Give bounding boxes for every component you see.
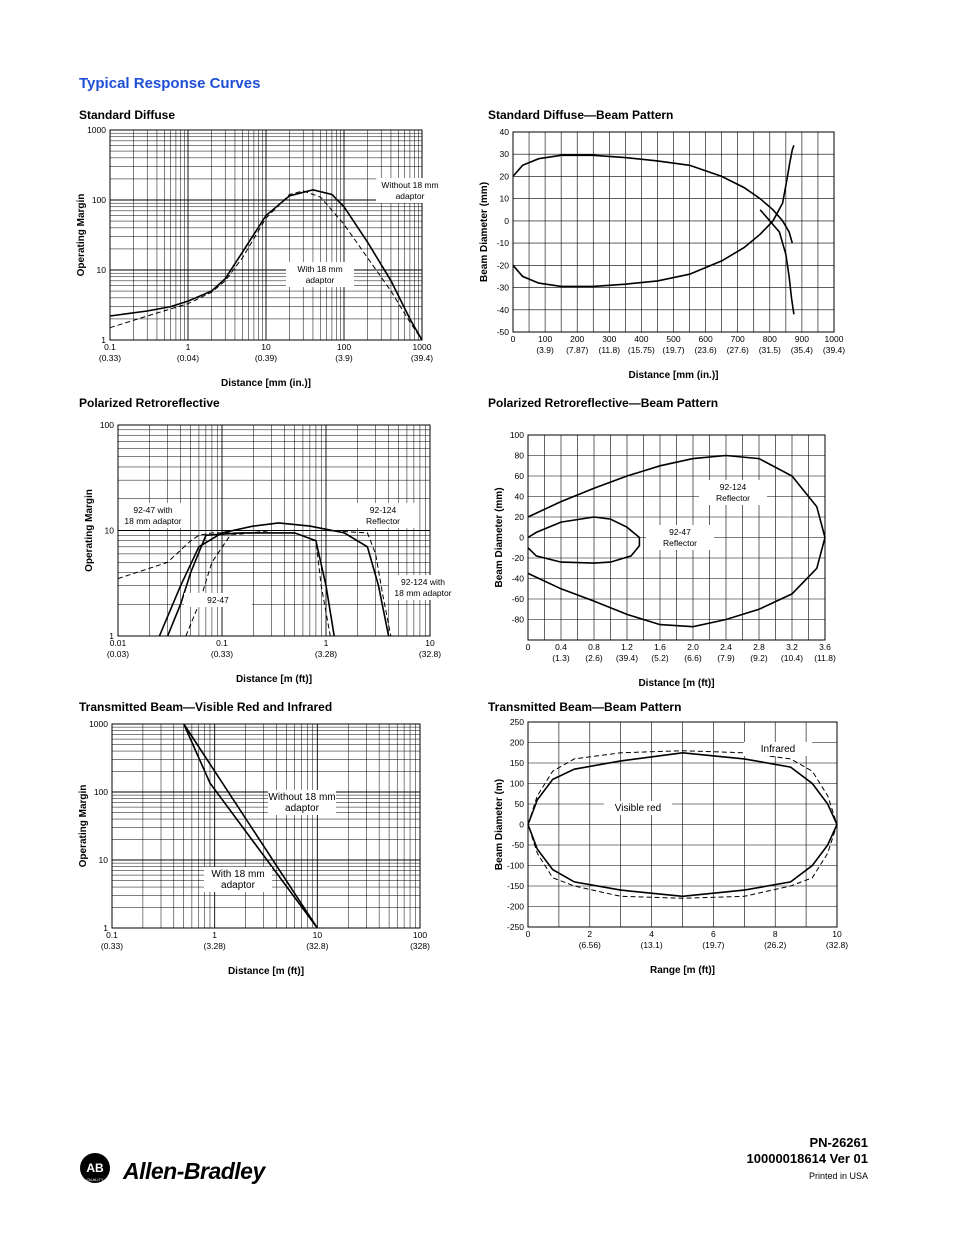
annotation <box>119 503 187 528</box>
y-tick-label: 1000 <box>87 125 106 135</box>
x-tick-label: 2 <box>587 929 593 939</box>
chart-svg <box>475 410 865 690</box>
annotation <box>389 575 457 600</box>
annotation-text <box>615 803 662 814</box>
annotation <box>204 867 272 892</box>
y-tick-label: 1 <box>101 335 106 345</box>
x-tick-label: 0.1 <box>104 342 116 352</box>
brand-name: Allen-Bradley <box>123 1158 265 1184</box>
grid <box>112 724 420 928</box>
x-tick-label: 10 <box>832 929 842 939</box>
annotation <box>646 525 714 550</box>
x-tick-sublabel: (1.3) <box>552 653 570 663</box>
y-tick-label: -20 <box>496 260 509 271</box>
x-tick-label: 6 <box>711 929 716 939</box>
y-tick-label: 100 <box>509 430 524 440</box>
chart-svg <box>70 120 460 390</box>
y-tick-label: 100 <box>99 420 114 430</box>
x-tick-label: 1000 <box>824 334 844 344</box>
x-tick-label: 1000 <box>412 342 432 352</box>
y-tick-label: 0 <box>519 532 524 543</box>
x-axis-label: Distance [m (ft)] <box>638 678 715 689</box>
annotation-line: adaptor <box>221 880 255 891</box>
y-tick-label: 10 <box>499 193 509 204</box>
x-tick-label: 0.4 <box>555 642 567 652</box>
annotation-line: Reflector <box>715 493 751 503</box>
x-tick-sublabel: (23.6) <box>694 345 717 355</box>
y-tick-label: 150 <box>509 758 524 768</box>
chart-svg <box>70 712 460 984</box>
grid <box>513 132 834 332</box>
x-tick-sublabel: (39.4) <box>822 345 846 355</box>
x-tick-sublabel: (9.2) <box>750 653 768 663</box>
annotation <box>349 503 417 528</box>
x-tick-sublabel: (11.8) <box>598 345 621 355</box>
x-tick-sublabel: (3.9) <box>335 353 353 363</box>
x-tick-sublabel: (26.2) <box>764 940 787 950</box>
y-tick-label: 30 <box>499 149 509 160</box>
footer-doc-ids <box>747 1135 868 1167</box>
y-tick-label: 100 <box>509 778 524 789</box>
y-axis-label: Beam Diameter (mm) <box>494 487 505 588</box>
x-tick-label: 0.01 <box>109 638 127 648</box>
x-tick-sublabel: (3.28) <box>203 941 226 951</box>
x-tick-sublabel: (13.1) <box>640 940 663 950</box>
x-tick-label: 10 <box>312 930 323 940</box>
chart-title: Standard Diffuse—Beam Pattern <box>488 108 674 122</box>
x-tick-label: 700 <box>730 334 745 344</box>
y-tick-label: 40 <box>514 491 524 502</box>
x-tick-label: 2.8 <box>753 642 765 652</box>
series-line <box>184 724 317 928</box>
y-tick-label: 10 <box>96 265 106 275</box>
x-axis-label: Distance [m (ft)] <box>235 674 313 685</box>
x-tick-label: 900 <box>794 334 809 344</box>
x-tick-sublabel: (31.5) <box>758 345 781 355</box>
x-tick-sublabel: (2.6) <box>585 653 603 663</box>
x-tick-sublabel: (32.8) <box>418 649 442 659</box>
annotation <box>699 480 767 505</box>
x-tick-label: 1 <box>323 638 329 648</box>
x-tick-sublabel: (0.39) <box>254 353 278 363</box>
x-tick-label: 0 <box>525 929 531 939</box>
y-tick-label: -40 <box>511 573 524 584</box>
annotation-line: adaptor <box>395 191 425 201</box>
x-tick-label: 400 <box>634 334 649 344</box>
annotation-line: Without 18 mm <box>268 792 336 803</box>
y-tick-label: 10 <box>104 525 114 536</box>
chart-svg <box>475 120 865 390</box>
x-tick-sublabel: (19.7) <box>662 345 685 355</box>
y-tick-label: -30 <box>496 282 509 293</box>
x-axis-label: Distance [mm (in.)] <box>220 378 312 389</box>
x-tick-label: 2.4 <box>720 642 732 652</box>
annotation-line: 92-124 <box>719 482 747 492</box>
annotation-text <box>761 744 795 755</box>
y-tick-label: 10 <box>98 855 108 865</box>
x-tick-sublabel: (328) <box>410 941 430 951</box>
x-tick-label: 4 <box>649 929 654 939</box>
y-axis-label: Operating Margin <box>76 193 87 277</box>
y-tick-label: -50 <box>496 327 509 337</box>
annotation <box>604 801 672 815</box>
y-tick-label: 50 <box>514 799 524 809</box>
annotation-line: 92-47 with <box>133 505 173 515</box>
x-axis-label: Distance [mm (in.)] <box>628 370 719 381</box>
y-tick-label: 0 <box>504 215 509 226</box>
annotation-text <box>366 505 400 526</box>
chart-title: Polarized Retroreflective—Beam Pattern <box>488 396 719 410</box>
y-tick-label: -150 <box>506 881 524 891</box>
y-tick-label: 0 <box>519 819 524 830</box>
x-tick-sublabel: (5.2) <box>651 653 669 663</box>
y-tick-label: -80 <box>511 614 524 625</box>
y-tick-label: 1000 <box>89 719 108 729</box>
x-tick-label: 100 <box>412 930 428 940</box>
x-tick-label: 3.6 <box>819 642 831 652</box>
section-title: Typical Response Curves <box>79 75 261 92</box>
x-tick-label: 100 <box>336 342 352 352</box>
x-tick-label: 10 <box>425 638 435 648</box>
annotation-line: 92-124 <box>369 505 397 515</box>
x-tick-label: 0.8 <box>588 642 600 652</box>
x-tick-sublabel: (39.4) <box>615 653 639 663</box>
x-axis-label: Range [m (ft)] <box>650 965 715 976</box>
chart-svg <box>70 410 460 690</box>
x-tick-sublabel: (35.4) <box>790 345 814 355</box>
x-tick-sublabel: (10.4) <box>780 653 804 663</box>
y-axis-label: Operating Margin <box>84 489 95 572</box>
annotation-line: Reflector <box>662 538 698 548</box>
y-tick-label: 250 <box>509 717 524 727</box>
annotation-line: 18 mm adaptor <box>394 588 452 598</box>
x-tick-label: 0 <box>525 642 531 652</box>
chart-title: Polarized Retroreflective <box>79 396 220 410</box>
x-tick-sublabel: (0.33) <box>98 353 122 363</box>
y-tick-label: 20 <box>514 512 524 522</box>
x-axis-label: Distance [m (ft)] <box>227 966 305 977</box>
annotation <box>376 178 444 203</box>
series-line <box>186 531 391 637</box>
x-tick-sublabel: (0.04) <box>176 353 200 363</box>
x-tick-sublabel: (7.9) <box>717 653 735 663</box>
x-tick-label: 0 <box>510 334 516 344</box>
x-tick-sublabel: (7.87) <box>566 345 589 355</box>
svg-text:AB: AB <box>86 1161 104 1175</box>
x-tick-label: 300 <box>602 334 617 344</box>
x-tick-label: 100 <box>538 334 553 344</box>
series-line <box>760 210 794 314</box>
y-tick-label: 1 <box>109 631 114 641</box>
annotation-line: 18 mm adaptor <box>124 516 182 526</box>
annotation-line: adaptor <box>305 275 335 285</box>
y-tick-label: -20 <box>511 553 524 563</box>
chart-title: Transmitted Beam—Beam Pattern <box>488 700 682 714</box>
annotation <box>268 790 336 815</box>
x-tick-sublabel: (27.6) <box>726 345 749 355</box>
series-line <box>118 533 330 636</box>
x-tick-label: 1 <box>212 930 218 940</box>
x-tick-label: 600 <box>698 334 713 344</box>
part-number: PN-26261 <box>809 1135 868 1150</box>
y-tick-label: 80 <box>514 450 524 461</box>
y-tick-label: -250 <box>506 922 524 932</box>
annotation <box>744 742 812 756</box>
y-tick-label: 20 <box>499 171 509 182</box>
y-tick-label: 60 <box>514 471 524 481</box>
y-tick-label: -60 <box>511 594 524 604</box>
x-tick-label: 1.2 <box>621 642 633 652</box>
series-line <box>159 523 388 636</box>
annotation-line: With 18 mm <box>297 264 343 274</box>
y-tick-label: -40 <box>496 304 509 315</box>
doc-version: 10000018614 Ver 01 <box>746 1151 868 1166</box>
x-tick-sublabel: (39.4) <box>410 353 434 363</box>
y-tick-label: -10 <box>496 238 509 249</box>
x-tick-label: 2.0 <box>687 642 699 652</box>
annotation-line: adaptor <box>285 803 319 814</box>
annotation-text <box>716 482 750 503</box>
x-tick-sublabel: (32.8) <box>306 941 329 951</box>
x-tick-sublabel: (3.28) <box>314 649 338 659</box>
y-tick-label: -200 <box>506 901 524 912</box>
annotation-line: Without 18 mm <box>381 180 439 190</box>
y-axis-label: Operating Margin <box>78 784 89 868</box>
y-tick-label: 40 <box>499 127 509 137</box>
x-tick-label: 1 <box>185 342 191 352</box>
series-line <box>513 155 792 243</box>
y-tick-label: 100 <box>93 787 108 797</box>
ab-logo-icon <box>79 1152 279 1192</box>
y-tick-label: -50 <box>511 840 524 850</box>
y-axis-label: Beam Diameter (m) <box>494 778 505 871</box>
annotation-line: Reflector <box>365 516 401 526</box>
annotation <box>286 262 354 287</box>
y-tick-label: 100 <box>91 195 106 205</box>
x-tick-label: 3.2 <box>786 642 798 652</box>
x-tick-sublabel: (32.8) <box>825 940 849 950</box>
x-tick-sublabel: (19.7) <box>702 940 725 950</box>
annotation-line: With 18 mm <box>211 869 265 880</box>
y-axis-label: Beam Diameter (mm) <box>479 181 490 283</box>
x-tick-sublabel: (0.33) <box>100 941 124 951</box>
y-tick-label: 200 <box>509 737 524 748</box>
chart-title: Standard Diffuse <box>79 108 176 122</box>
x-tick-sublabel: (6.6) <box>684 653 702 663</box>
x-tick-label: 800 <box>762 334 777 344</box>
x-tick-label: 8 <box>772 929 778 939</box>
x-tick-sublabel: (3.9) <box>536 345 554 355</box>
x-tick-sublabel: (0.03) <box>106 649 130 659</box>
x-tick-label: 1.6 <box>654 642 666 652</box>
annotation-line: 92-47 <box>669 527 691 537</box>
annotation-line: Infrared <box>760 744 796 755</box>
x-tick-label: 0.1 <box>106 930 118 940</box>
x-tick-sublabel: (11.8) <box>814 653 836 663</box>
chart-title: Transmitted Beam—Visible Red and Infrared <box>79 700 333 714</box>
annotation-text <box>207 595 229 605</box>
plot-frame <box>112 724 420 928</box>
allen-bradley-logo <box>79 1152 279 1192</box>
x-tick-label: 500 <box>666 334 681 344</box>
x-tick-label: 10 <box>261 342 271 352</box>
annotation <box>184 593 252 607</box>
x-tick-sublabel: (15.75) <box>627 345 655 355</box>
svg-text:QUALITY: QUALITY <box>86 1177 104 1182</box>
annotation-line: 92-47 <box>207 595 229 605</box>
annotation-line: Visible red <box>614 803 662 814</box>
chart-svg <box>475 712 865 984</box>
y-tick-label: -100 <box>506 860 524 871</box>
printed-note: Printed in USA <box>808 1171 868 1181</box>
annotation-line: 92-124 with <box>401 577 445 587</box>
annotation-text <box>394 577 451 598</box>
x-tick-label: 200 <box>570 334 585 344</box>
x-tick-sublabel: (0.33) <box>210 649 234 659</box>
x-tick-sublabel: (6.56) <box>578 940 601 950</box>
x-tick-label: 0.1 <box>216 638 228 648</box>
y-tick-label: 1 <box>103 923 108 933</box>
